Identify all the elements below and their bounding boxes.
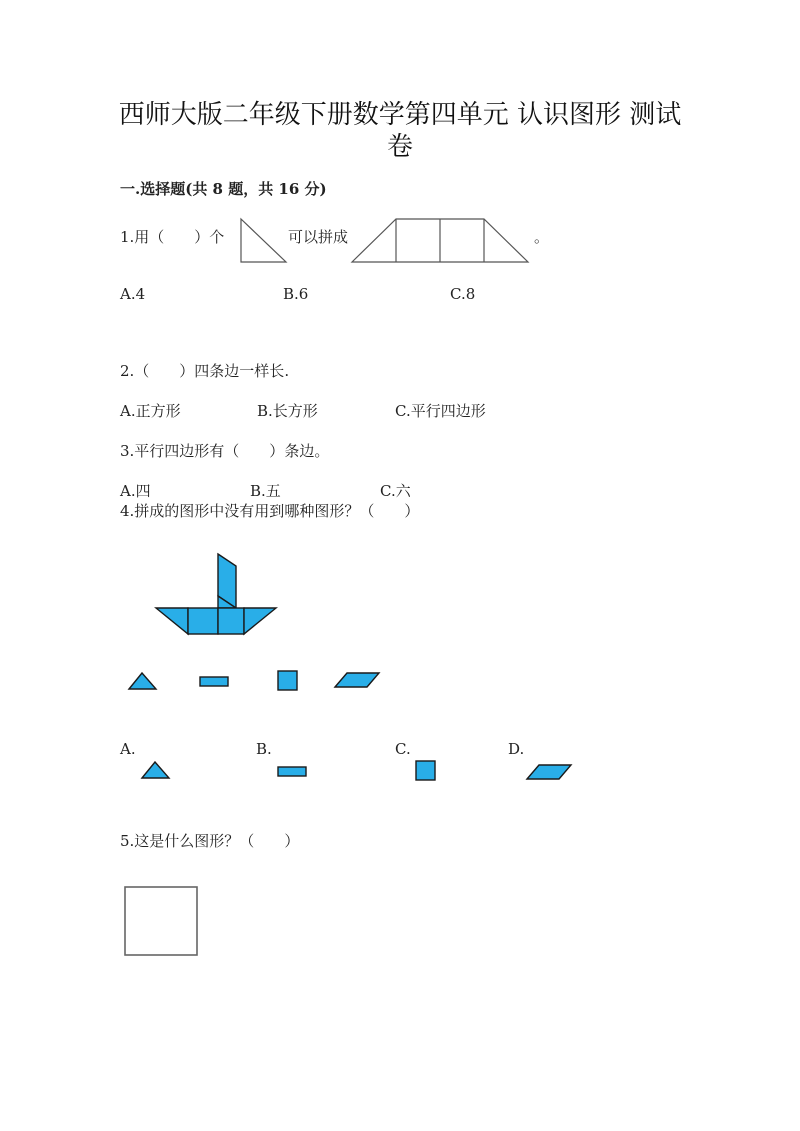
question-5-text: 5.这是什么图形？（ ） bbox=[120, 832, 300, 850]
question-4-option-b[interactable]: B. bbox=[256, 740, 272, 758]
section-heading: 一.选择题(共 8 题，共 16 分) bbox=[120, 180, 327, 198]
question-1-option-a[interactable]: A.4 bbox=[120, 285, 146, 303]
boat-figure bbox=[150, 552, 280, 638]
question-2-option-b[interactable]: B.长方形 bbox=[257, 402, 318, 420]
question-4-text: 4.拼成的图形中没有用到哪种图形？（ ） bbox=[120, 502, 420, 520]
rectangle-icon[interactable] bbox=[276, 766, 308, 778]
palette-triangle-icon bbox=[127, 671, 159, 691]
question-1-end: 。 bbox=[534, 228, 550, 246]
page-title-line1: 西师大版二年级下册数学第四单元 认识图形 测试 bbox=[118, 100, 682, 130]
right-triangle-figure bbox=[240, 218, 290, 264]
square-outline-figure bbox=[124, 886, 200, 958]
question-1-prefix: 1.用（ ）个 bbox=[120, 228, 225, 246]
question-3-text: 3.平行四边形有（ ）条边。 bbox=[120, 442, 330, 460]
palette-square-icon bbox=[276, 669, 300, 693]
square-icon[interactable] bbox=[414, 759, 438, 783]
triangle-icon[interactable] bbox=[140, 760, 172, 780]
page-title-line2: 卷 bbox=[386, 132, 413, 162]
palette-parallelogram-icon bbox=[333, 671, 383, 689]
question-2-option-a[interactable]: A.正方形 bbox=[120, 402, 181, 420]
trapezoid-figure bbox=[350, 218, 532, 264]
question-2-text: 2.（ ）四条边一样长. bbox=[120, 362, 290, 380]
question-3-option-c[interactable]: C.六 bbox=[380, 482, 411, 500]
question-1-option-b[interactable]: B.6 bbox=[283, 285, 309, 303]
question-2-option-c[interactable]: C.平行四边形 bbox=[395, 402, 486, 420]
question-4-option-a[interactable]: A. bbox=[120, 740, 136, 758]
parallelogram-icon[interactable] bbox=[525, 763, 575, 781]
question-3-option-a[interactable]: A.四 bbox=[120, 482, 151, 500]
question-4-option-d[interactable]: D. bbox=[508, 740, 525, 758]
question-1-option-c[interactable]: C.8 bbox=[450, 285, 476, 303]
question-3-option-b[interactable]: B.五 bbox=[250, 482, 281, 500]
question-4-option-c[interactable]: C. bbox=[395, 740, 411, 758]
question-1-middle: 可以拼成 bbox=[288, 228, 349, 246]
palette-rectangle-icon bbox=[198, 676, 230, 688]
